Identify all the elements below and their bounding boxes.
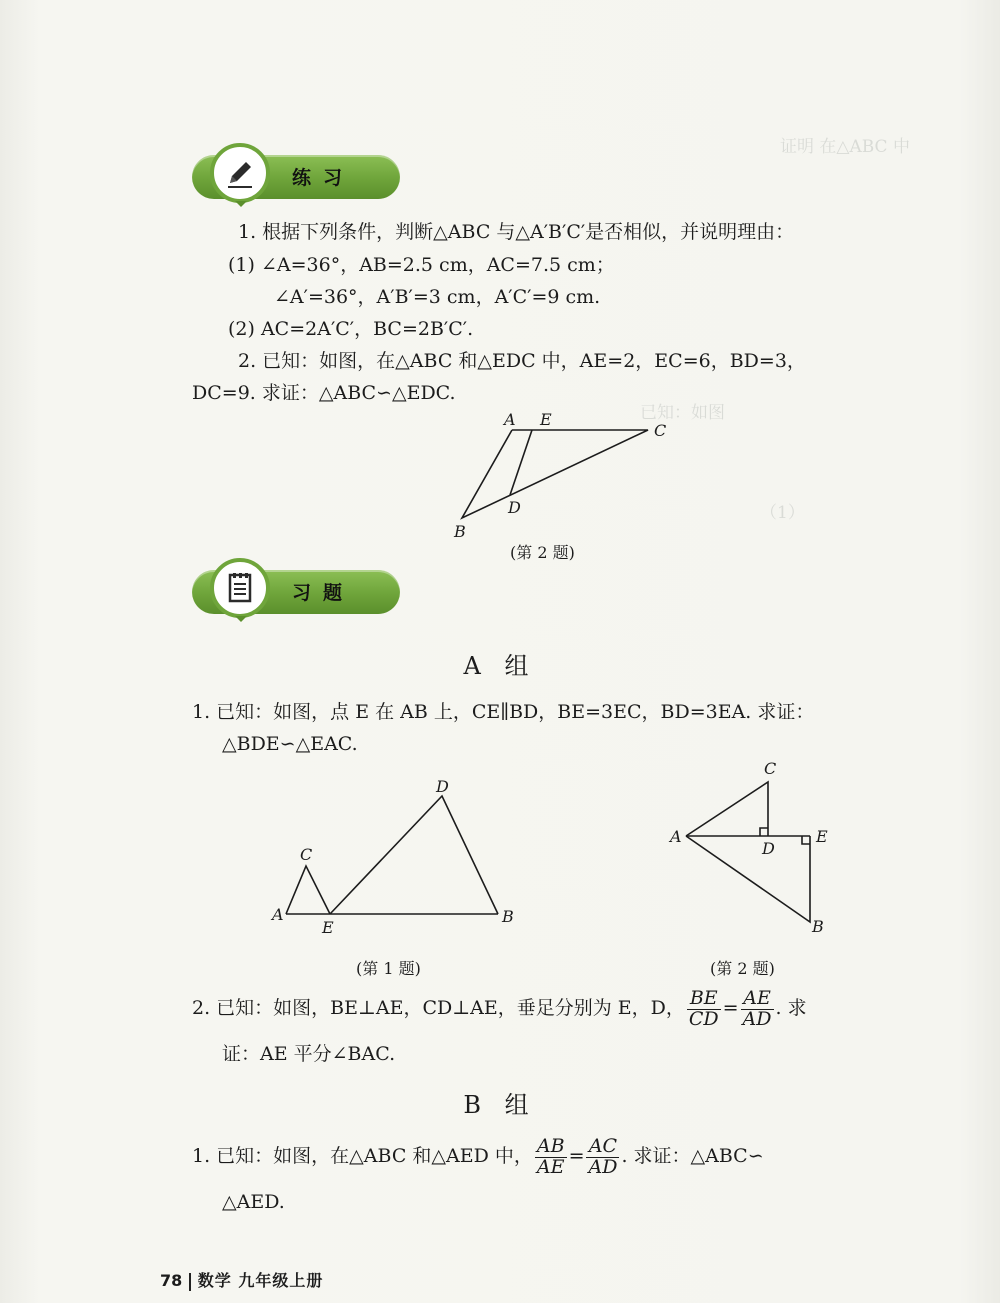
group-a-heading: A 组 <box>463 652 537 680</box>
bleed-through-text: 已知：如图 <box>640 403 725 423</box>
exercise-banner <box>192 155 400 199</box>
footer-divider <box>189 1273 191 1291</box>
fraction-denominator: AD <box>742 1007 772 1030</box>
group-a-figure-1-caption: (第 1 题) <box>356 959 421 978</box>
equals-sign: = <box>568 1145 585 1167</box>
right-angle-d <box>760 828 768 836</box>
right-angle-e <box>802 836 810 844</box>
group-a-q1-line1: 1. 已知：如图，点 E 在 AB 上，CE∥BD，BE=3EC，BD=3EA. 求证： <box>192 701 815 723</box>
label-d: D <box>508 498 521 517</box>
label-b: B <box>454 522 466 541</box>
label-e: E <box>322 918 334 937</box>
exercise-q1-intro: 1. 根据下列条件，判断△ABC 与△A′B′C′是否相似，并说明理由： <box>238 221 795 243</box>
triangle-bde <box>330 796 498 914</box>
q2-text-post: . 求 <box>775 997 807 1019</box>
label-c: C <box>764 759 777 778</box>
fraction-denominator: AD <box>588 1155 618 1178</box>
group-a-figure-2 <box>668 758 848 938</box>
group-a-q2-line1 <box>192 986 807 1030</box>
exercise-q1-part1b: ∠A′=36°，A′B′=3 cm，A′C′=9 cm. <box>274 286 601 308</box>
exercise-q2-line1: 2. 已知：如图，在△ABC 和△EDC 中，AE=2，EC=6，BD=3， <box>238 350 806 372</box>
q1-text-post: . 求证：△ABC∽ <box>621 1145 764 1167</box>
banner-arrow <box>235 616 247 622</box>
group-b-q1-line2: △AED. <box>222 1191 285 1213</box>
label-d: D <box>436 777 449 796</box>
equals-sign: = <box>722 997 739 1019</box>
label-a: A <box>670 827 682 846</box>
triangle-abe <box>686 836 810 922</box>
fraction-ac-ad <box>586 1134 619 1178</box>
exercise-q1-part1a: (1) ∠A=36°，AB=2.5 cm，AC=7.5 cm； <box>228 254 615 276</box>
exercise-figure <box>440 405 680 545</box>
group-b-heading: B 组 <box>463 1091 537 1119</box>
fraction-numerator: AE <box>741 989 774 1010</box>
group-b-q1-line1 <box>192 1134 764 1178</box>
label-a: A <box>504 410 516 429</box>
problems-banner-title: 习题 <box>292 582 355 604</box>
exercise-q1-part2: (2) AC=2A′C′，BC=2B′C′. <box>228 318 474 340</box>
fraction-ab-ae <box>535 1134 567 1178</box>
triangle-acd <box>686 782 768 836</box>
pencil-icon <box>222 155 258 191</box>
bleed-through-text: （1） <box>760 503 805 523</box>
fraction-numerator: BE <box>687 989 721 1010</box>
label-b: B <box>812 917 824 936</box>
group-a-figure-2-caption: (第 2 题) <box>710 959 775 978</box>
group-a-q2-line2: 证：AE 平分∠BAC. <box>222 1043 396 1065</box>
group-a-q1-line2: △BDE∽△EAC. <box>222 733 358 755</box>
banner-icon-circle <box>210 143 270 203</box>
label-c: C <box>300 845 313 864</box>
group-a-figure-1 <box>270 778 530 938</box>
fraction-denominator: CD <box>688 1007 719 1030</box>
label-e: E <box>816 827 828 846</box>
banner-icon-circle <box>210 558 270 618</box>
label-b: B <box>502 907 514 926</box>
triangle-eac <box>286 866 330 914</box>
label-e: E <box>540 410 552 429</box>
banner-arrow <box>235 201 247 207</box>
bleed-through-text: 证明 在△ABC 中 <box>780 137 910 157</box>
label-c: C <box>654 421 667 440</box>
q1-text-pre: 1. 已知：如图，在△ABC 和△AED 中， <box>192 1145 533 1167</box>
exercise-q2-line2: DC=9. 求证：△ABC∽△EDC. <box>192 382 456 404</box>
fraction-numerator: AB <box>536 1134 565 1157</box>
fraction-numerator: AC <box>586 1137 619 1158</box>
problems-banner <box>192 570 400 614</box>
triangle-abc <box>462 430 648 518</box>
label-a: A <box>272 905 284 924</box>
page-footer <box>160 1268 323 1291</box>
fraction-denominator: AE <box>536 1155 565 1178</box>
exercise-figure-caption: (第 2 题) <box>510 543 575 562</box>
book-title: 数学 九年级上册 <box>197 1271 324 1290</box>
fraction-be-cd <box>687 986 721 1030</box>
exercise-banner-title: 练习 <box>292 167 355 189</box>
segment-ed <box>510 430 532 495</box>
label-d: D <box>762 839 775 858</box>
fraction-ae-ad <box>741 986 774 1030</box>
notepad-icon <box>222 570 258 606</box>
page-number: 78 <box>160 1271 183 1290</box>
q2-text-pre: 2. 已知：如图，BE⊥AE，CD⊥AE，垂足分别为 E，D， <box>192 997 685 1019</box>
